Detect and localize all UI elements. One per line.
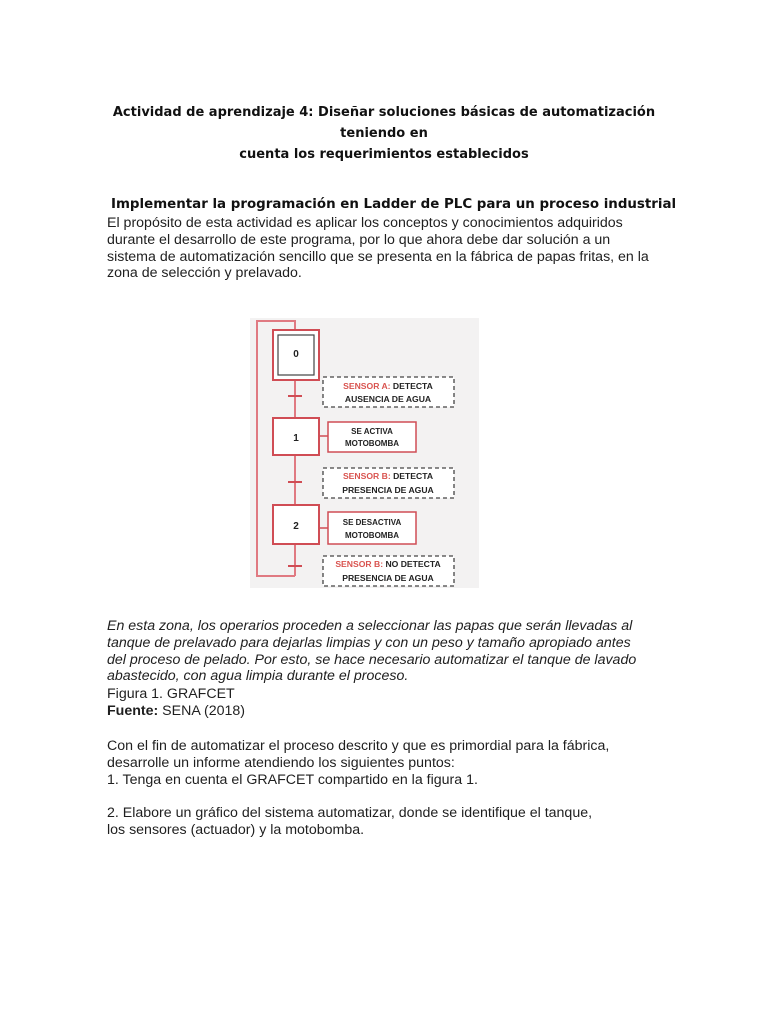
step-1-action-line-2: MOTOBOMBA bbox=[344, 439, 400, 448]
task-item-1: 1. Tenga en cuenta el GRAFCET compartido en la figura 1. bbox=[107, 771, 478, 788]
step-0-number: 0 bbox=[293, 349, 299, 360]
grafcet-figure bbox=[250, 318, 479, 588]
zone-line: tanque de prelavado para dejarlas limpias y con un peso y tamaño apropiado antes bbox=[107, 634, 631, 651]
figure-caption: Figura 1. GRAFCET bbox=[107, 686, 235, 702]
grafcet-diagram bbox=[250, 318, 479, 588]
zone-line: abastecido, con agua limpia durante el proceso. bbox=[107, 668, 409, 685]
step-1-number: 1 bbox=[293, 433, 299, 444]
sensor-a-condition: DETECTA bbox=[390, 381, 433, 391]
svg-text:SENSOR B: NO DETECTA bbox=[335, 559, 440, 569]
step-1-action-line-1: SE ACTIVA bbox=[351, 427, 393, 436]
svg-text:SENSOR B: DETECTA bbox=[343, 471, 433, 481]
sensor-b-negated-line-2: PRESENCIA DE AGUA bbox=[342, 573, 434, 583]
source-value: SENA (2018) bbox=[158, 703, 245, 719]
sensor-a-label: SENSOR A: bbox=[343, 381, 391, 391]
task-intro-line: desarrolle un informe atendiendo los siguientes puntos: bbox=[107, 754, 455, 771]
sensor-b-label: SENSOR B: bbox=[342, 471, 391, 481]
zone-line: del proceso de pelado. Por esto, se hace necesario automatizar el tanque de lavado bbox=[107, 651, 637, 668]
sensor-a-line-2: AUSENCIA DE AGUA bbox=[344, 394, 432, 404]
sensor-b-condition: DETECTA bbox=[390, 471, 434, 481]
step-2-action-line-1: SE DESACTIVA bbox=[342, 518, 402, 527]
intro-line: sistema de automatización sencillo que se presenta en la fábrica de papas fritas, en la bbox=[107, 248, 649, 265]
sensor-b-line-2: PRESENCIA DE AGUA bbox=[342, 485, 434, 495]
intro-paragraph bbox=[107, 215, 649, 282]
svg-text:SENSOR A: DETECTA bbox=[343, 381, 433, 391]
source-label: Fuente: bbox=[107, 703, 159, 719]
sensor-b-negated-condition: NO DETECTA bbox=[383, 559, 441, 569]
document-title bbox=[100, 102, 668, 165]
intro-line: zona de selección y prelavado. bbox=[107, 265, 302, 282]
zone-line: En esta zona, los operarios proceden a seleccionar las papas que serán llevadas al bbox=[107, 618, 633, 634]
task-item-2-cont: los sensores (actuador) y la motobomba. bbox=[107, 821, 365, 838]
title-line-2: cuenta los requerimientos establecidos bbox=[239, 147, 529, 162]
section-heading: Implementar la programación en Ladder de PLC para un proceso industrial bbox=[111, 197, 677, 212]
step-2-action-line-2: MOTOBOMBA bbox=[344, 531, 400, 540]
sensor-b-negated-label: SENSOR B: bbox=[335, 559, 384, 569]
task-two-paragraph bbox=[107, 805, 592, 839]
task-intro-line: Con el fin de automatizar el proceso descrito y que es primordial para la fábrica, bbox=[107, 738, 610, 754]
figure-source bbox=[107, 703, 245, 720]
title-line-1: Actividad de aprendizaje 4: Diseñar soluciones básicas de automatización teniendo en bbox=[112, 105, 656, 141]
intro-line: durante el desarrollo de este programa, por lo que ahora debe dar solución a un bbox=[107, 231, 611, 248]
task-item-2: 2. Elabore un gráfico del sistema automatizar, donde se identifique el tanque, bbox=[107, 805, 593, 821]
task-intro-paragraph bbox=[107, 738, 609, 788]
step-2-number: 2 bbox=[293, 521, 299, 532]
intro-line: El propósito de esta actividad es aplicar los conceptos y conocimientos adquiridos bbox=[107, 215, 623, 231]
zone-paragraph bbox=[107, 618, 636, 685]
